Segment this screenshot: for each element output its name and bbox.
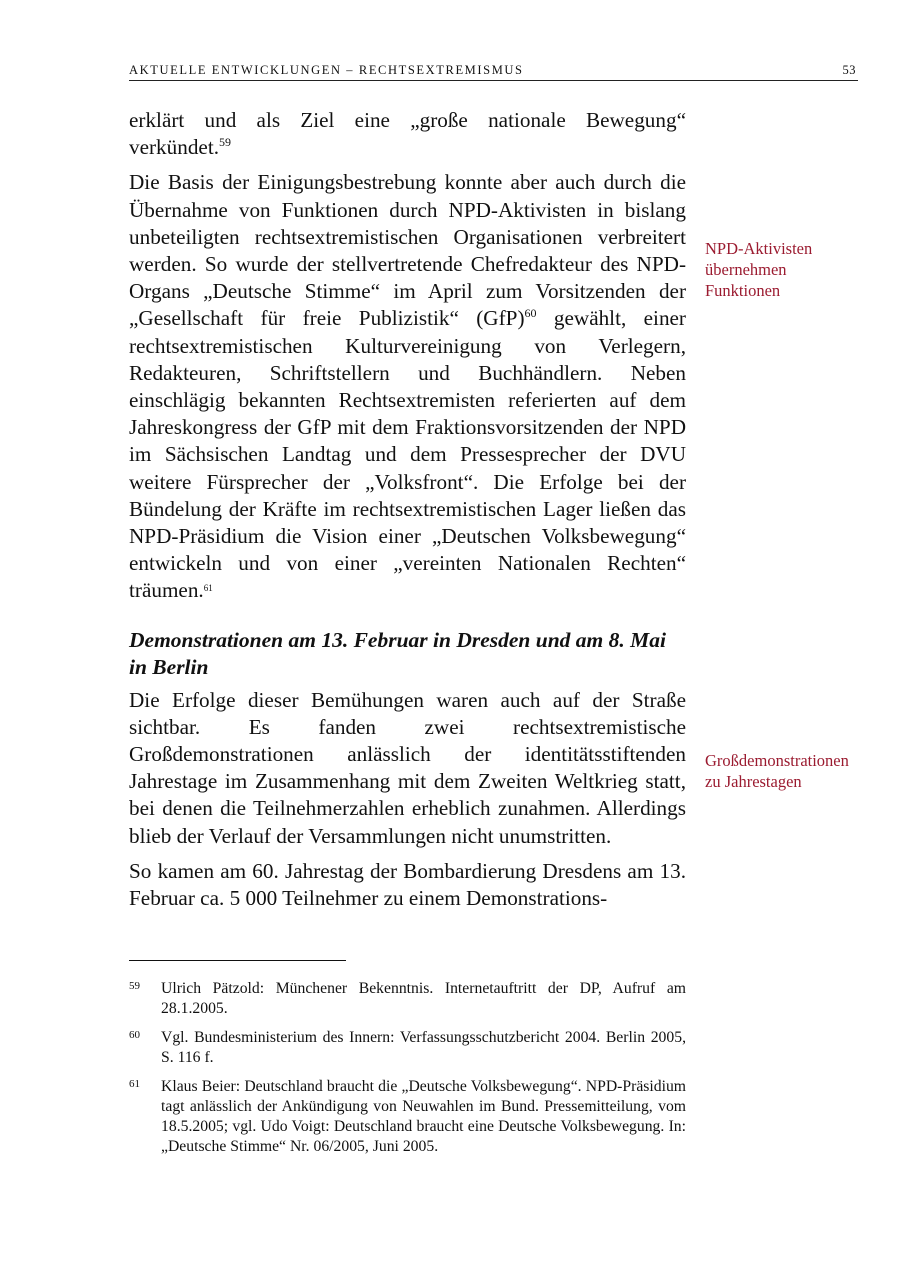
margin-note-npd-aktivisten: NPD-Aktivisten übernehmen Funktionen: [705, 239, 813, 300]
footnote-text: Klaus Beier: Deutschland braucht die „Deutsche Volksbewegung“. NPD-Präsidium tagt anlässlich der Ankündigung von Neuwahlen im Bund. Pressemitteilung, vom 18.5.2005; vgl. Udo Voigt: Deutschland braucht eine Deutsche Volksbewegung. In: „Deutsche Stimme“ Nr. 06/2005, Juni 2005.: [161, 1078, 686, 1155]
main-text: [129, 107, 686, 912]
paragraph-2: [129, 169, 686, 604]
paragraph-2-text-b: gewählt, einer rechtsextremistischen Kulturvereinigung von Verlegern, Redakteuren, Schriftstellern und Buchhändlern. Neben einschlägig bekannten Rechtsextremisten referierten auf dem Jahreskongress der GfP mit dem Fraktionsvorsitzenden der NPD im Sächsischen Landtag und dem Pressesprecher der DVU weitere Fürsprecher der „Volksfront“. Die Erfolge bei der Bündelung der Kräfte im rechtsextremistischen Lager ließen das NPD-Präsidium die Vision einer „Deutschen Volksbewegung“ entwickeln und von einer „vereinten Nationalen Rechten“ träumen.: [129, 306, 686, 603]
footnote-text: Vgl. Bundesministerium des Innern: Verfassungsschutzbericht 2004. Berlin 2005, S. 116 f.: [161, 1029, 686, 1066]
footnote-number: 59: [129, 980, 140, 992]
footnote-number: 61: [129, 1078, 140, 1090]
footnote-divider: [129, 960, 346, 961]
footnote-61: [129, 1077, 686, 1157]
paragraph-2-text-a: Die Basis der Einigungsbestrebung konnte aber auch durch die Übernahme von Funktionen durch NPD-Aktivisten in bislang unbeteiligten rechtsextremistischen Organisationen verbreitert werden. So wurde der stellvertretende Chefredakteur des NPD-Organs „Deutsche Stimme“ im April zum Vorsitzenden der „Gesellschaft für freie Publizistik“ (GfP): [129, 170, 686, 331]
paragraph-1-text: erklärt und als Ziel eine „große nationale Bewegung“ verkündet.: [129, 108, 686, 160]
footnotes: [129, 979, 686, 1157]
margin-note-grossdemonstrationen: Großdemonstrationen zu Jahrestagen: [705, 751, 849, 791]
running-header-title: AKTUELLE ENTWICKLUNGEN – RECHTSEXTREMISMUS: [129, 63, 524, 77]
section-heading: Demonstrationen am 13. Februar in Dresden und am 8. Mai in Berlin: [129, 627, 666, 679]
running-header: [129, 62, 858, 81]
footnote-60: [129, 1028, 686, 1068]
page-number: 53: [842, 63, 856, 77]
footnote-ref-59[interactable]: 59: [219, 135, 232, 150]
footnote-ref-61[interactable]: 61: [203, 583, 213, 594]
footnote-text: Ulrich Pätzold: Münchener Bekenntnis. Internetauftritt der DP, Aufruf am 28.1.2005.: [161, 980, 686, 1017]
footnote-59: [129, 979, 686, 1019]
paragraph-1: [129, 107, 686, 161]
footnote-number: 60: [129, 1029, 140, 1041]
paragraph-4: So kamen am 60. Jahrestag der Bombardierung Dresdens am 13. Februar ca. 5 000 Teilnehmer zu einem Demonstrations-: [129, 858, 686, 911]
paragraph-3: Die Erfolge dieser Bemühungen waren auch auf der Straße sichtbar. Es fanden zwei rechtsextremistische Großdemonstrationen anlässlich der identitätsstiftenden Jahrestage im Zusammenhang mit dem Zweiten Weltkrieg statt, bei denen die Teilnehmerzahlen erheblich zunahmen. Allerdings blieb der Verlauf der Versammlungen nicht unumstritten.: [129, 687, 686, 848]
footnote-ref-60[interactable]: 60: [524, 306, 537, 321]
